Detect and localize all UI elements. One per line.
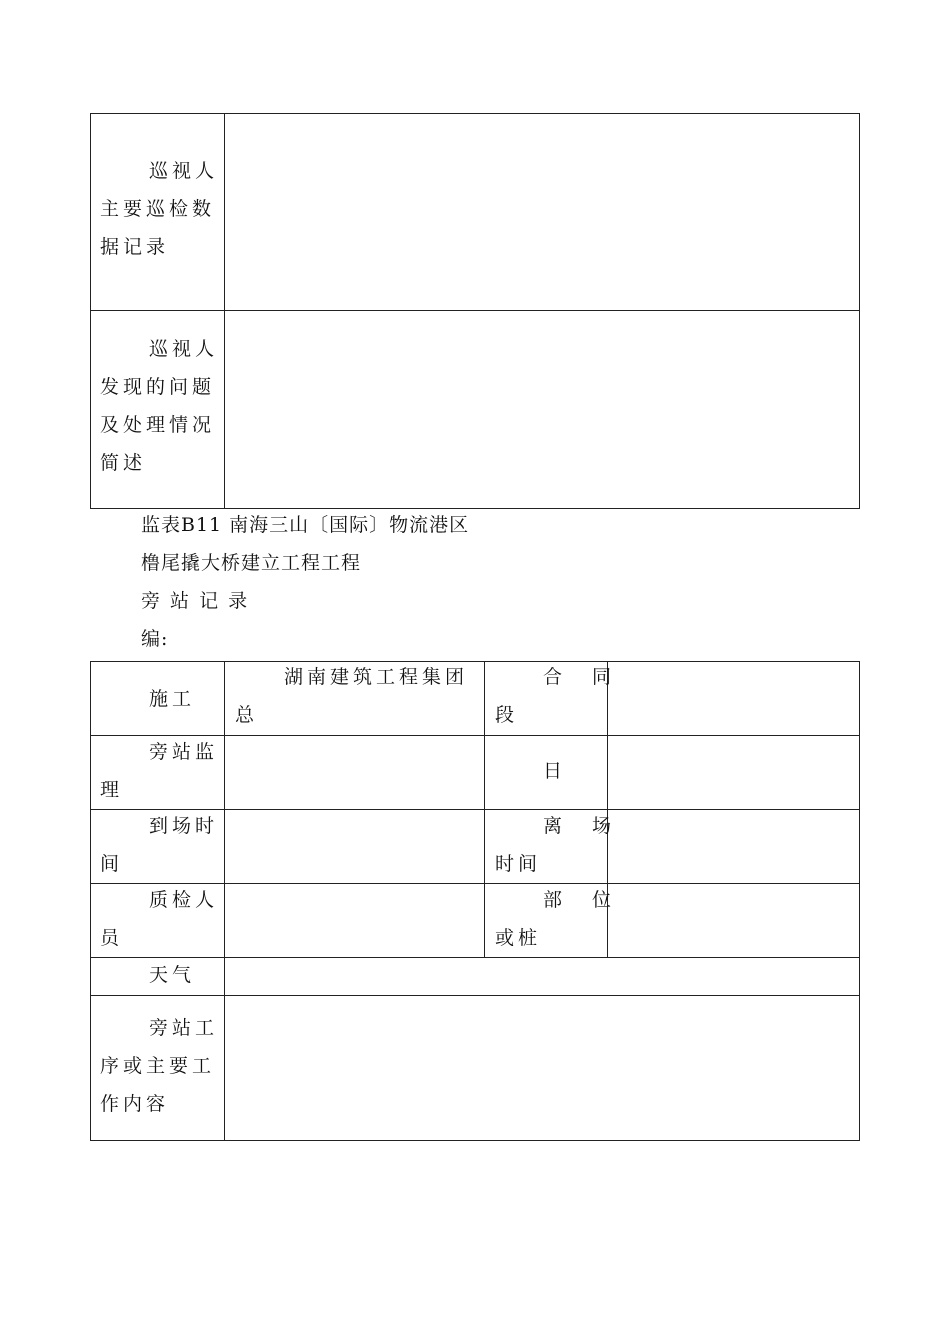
serial-label: 编: [141, 628, 169, 650]
date-value[interactable] [609, 737, 858, 808]
location-value[interactable] [609, 885, 858, 956]
weather-value[interactable] [226, 959, 858, 994]
table-divider [224, 113, 225, 509]
table-divider [90, 995, 860, 996]
form-title: 旁 站 记 录 [141, 590, 250, 612]
inspector-value[interactable] [226, 885, 483, 956]
document-page: 巡视人 主要巡检数 据记录 巡视人 发现的问题 及处理情况 简述 监表B11 南海三山〔国际〕物流港区 橹尾撬大桥建立工程工程 旁 站 记 录 编: 施工 湖南建筑工程集团 总 合 同 段 旁站监 理 日 到场时 间 离 场 时间 质检人 员 部 位 或桩 天气 旁站工 序或主要工 作内容 [0, 0, 950, 1344]
departure-time-value[interactable] [609, 811, 858, 882]
table-divider [90, 310, 860, 311]
table-divider [90, 957, 860, 958]
weather-label: 天气 [149, 964, 196, 986]
supervisor-value[interactable] [226, 737, 483, 808]
arrival-time-value[interactable] [226, 811, 483, 882]
work-content-value[interactable] [226, 997, 858, 1139]
table-divider [224, 661, 225, 1141]
inspection-data-value[interactable] [226, 115, 858, 309]
project-name-line: 橹尾撬大桥建立工程工程 [141, 552, 362, 574]
contract-value[interactable] [609, 663, 858, 734]
issues-value[interactable] [226, 312, 858, 507]
form-code-line: 监表B11 南海三山〔国际〕物流港区 [141, 514, 470, 536]
date-label: 日 [543, 760, 567, 782]
construction-label: 施工 [149, 688, 196, 710]
